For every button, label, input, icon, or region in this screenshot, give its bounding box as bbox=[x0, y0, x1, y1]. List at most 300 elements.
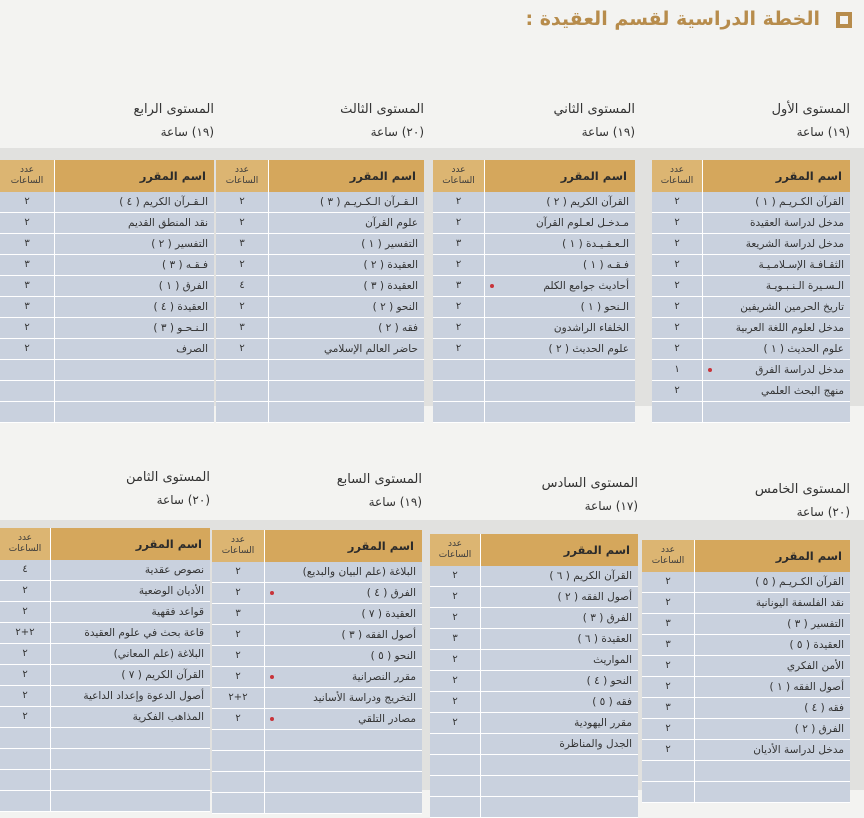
table-row bbox=[0, 318, 214, 339]
table-row bbox=[652, 234, 850, 255]
course-name: العقيدة ( ٦ ) bbox=[577, 633, 632, 645]
table-row bbox=[212, 583, 422, 604]
course-hours: ٣ bbox=[665, 702, 671, 713]
course-hours: ٢ bbox=[22, 606, 28, 617]
table-row bbox=[212, 709, 422, 730]
level-title: المستوى الثالث bbox=[340, 102, 424, 117]
table-row bbox=[0, 770, 210, 791]
level-total-hours: (٢٠) ساعة bbox=[796, 505, 850, 519]
table-row bbox=[0, 297, 214, 318]
course-name: العقيدة ( ٣ ) bbox=[363, 280, 418, 292]
level-2 bbox=[433, 102, 635, 423]
course-hours: ٣ bbox=[24, 259, 30, 270]
header-course-name: اسم المقرر bbox=[563, 543, 630, 557]
table-body bbox=[433, 192, 635, 423]
course-hours: ٢ bbox=[452, 570, 458, 581]
course-hours: ٢ bbox=[665, 681, 671, 692]
level-title: المستوى السابع bbox=[336, 472, 422, 487]
course-name: مدخل لدراسة الأديان bbox=[753, 744, 844, 756]
header-course-name: اسم المقرر bbox=[349, 169, 416, 183]
table-row bbox=[652, 402, 850, 423]
course-name: الـقـرآن الـكـريـم ( ٣ ) bbox=[319, 196, 418, 208]
table-row bbox=[430, 608, 638, 629]
table-row bbox=[433, 192, 635, 213]
course-name: أصول الفقه ( ١ ) bbox=[769, 681, 844, 693]
header-hours-line1: عدد bbox=[451, 165, 466, 175]
table-row bbox=[212, 793, 422, 814]
header-course-name: اسم المقرر bbox=[347, 539, 414, 553]
course-name: مـدخـل لعـلوم القرآن bbox=[536, 217, 629, 229]
course-hours: ٢ bbox=[22, 648, 28, 659]
table-row bbox=[433, 339, 635, 360]
course-hours: ٢ bbox=[24, 343, 30, 354]
table-row bbox=[433, 318, 635, 339]
title-square-icon bbox=[836, 12, 852, 28]
table-body bbox=[212, 562, 422, 814]
table-row bbox=[212, 772, 422, 793]
course-name: الفرق ( ٣ ) bbox=[582, 612, 632, 624]
level-8 bbox=[0, 470, 210, 812]
table-row bbox=[212, 751, 422, 772]
table-row bbox=[642, 761, 850, 782]
table-row bbox=[430, 776, 638, 797]
course-name: التفسير ( ٣ ) bbox=[787, 618, 844, 630]
course-name: التفسير ( ٢ ) bbox=[151, 238, 208, 250]
table-row bbox=[642, 635, 850, 656]
table-row bbox=[652, 297, 850, 318]
course-hours: ٢ bbox=[665, 576, 671, 587]
table-row bbox=[652, 318, 850, 339]
course-hours: ٢+٢ bbox=[15, 627, 35, 638]
table-row bbox=[212, 730, 422, 751]
table-row bbox=[0, 749, 210, 770]
course-name: الـقـرآن الكريم ( ٤ ) bbox=[119, 196, 208, 208]
bullet-dot-icon bbox=[490, 284, 494, 288]
course-name: أصول الدعوة وإعداد الداعية bbox=[83, 690, 204, 702]
course-hours: ٢ bbox=[235, 713, 241, 724]
header-hours bbox=[430, 534, 480, 566]
course-hours: ٢ bbox=[674, 217, 680, 228]
level-4 bbox=[0, 102, 214, 423]
course-name: قواعد فقهية bbox=[151, 606, 204, 618]
courses-table bbox=[216, 160, 424, 423]
course-name: الفرق ( ١ ) bbox=[158, 280, 208, 292]
bullet-dot-icon bbox=[708, 368, 712, 372]
course-hours: ٢ bbox=[24, 322, 30, 333]
course-hours: ٢ bbox=[674, 343, 680, 354]
table-row bbox=[642, 593, 850, 614]
course-name: البلاغة (علم المعاني) bbox=[113, 648, 204, 660]
course-hours: ٢ bbox=[674, 322, 680, 333]
course-name: أصول الفقه ( ٢ ) bbox=[557, 591, 632, 603]
table-row bbox=[652, 192, 850, 213]
table-row bbox=[212, 688, 422, 709]
course-name: مدخل لدراسة الفرق bbox=[755, 364, 844, 376]
course-name: المذاهب الفكرية bbox=[132, 711, 204, 723]
course-name: مصادر التلقي bbox=[358, 713, 416, 725]
course-name: النحو ( ٢ ) bbox=[372, 301, 418, 313]
course-name: نصوص عقدية bbox=[144, 564, 204, 576]
table-row bbox=[642, 719, 850, 740]
table-row bbox=[212, 604, 422, 625]
table-row bbox=[433, 360, 635, 381]
header-hours-line1: عدد bbox=[234, 165, 250, 175]
table-row bbox=[212, 667, 422, 688]
course-hours: ٢ bbox=[452, 675, 458, 686]
course-name: مقرر النصرانية bbox=[352, 671, 416, 683]
course-name: الأديان الوضعية bbox=[138, 585, 204, 597]
table-row bbox=[216, 234, 424, 255]
course-hours: ٢ bbox=[452, 612, 458, 623]
course-hours: ٢ bbox=[22, 585, 28, 596]
course-name: النحو ( ٥ ) bbox=[370, 650, 416, 662]
course-hours: ٢ bbox=[674, 301, 680, 312]
table-row bbox=[652, 339, 850, 360]
bullet-dot-icon bbox=[270, 717, 274, 721]
course-hours: ٣ bbox=[452, 633, 458, 644]
course-name: العقيدة ( ٥ ) bbox=[789, 639, 844, 651]
table-row bbox=[430, 671, 638, 692]
courses-table bbox=[652, 160, 850, 423]
table-row bbox=[0, 707, 210, 728]
table-row bbox=[216, 213, 424, 234]
table-body bbox=[652, 192, 850, 423]
table-row bbox=[216, 192, 424, 213]
table-row bbox=[433, 381, 635, 402]
table-row bbox=[430, 755, 638, 776]
table-row bbox=[0, 623, 210, 644]
header-course-name: اسم المقرر bbox=[135, 537, 202, 551]
table-row bbox=[0, 402, 214, 423]
course-hours: ٣ bbox=[239, 238, 245, 249]
level-total-hours: (٢٠) ساعة bbox=[370, 125, 424, 139]
table-row bbox=[216, 255, 424, 276]
table-row bbox=[430, 650, 638, 671]
courses-table bbox=[0, 160, 214, 423]
page-title: الخطة الدراسية لقسم العقيدة : bbox=[525, 8, 820, 30]
course-name: فقه ( ٤ ) bbox=[804, 702, 844, 714]
table-row bbox=[216, 297, 424, 318]
course-name: حاضر العالم الإسلامي bbox=[324, 343, 418, 355]
course-hours: ٣ bbox=[665, 639, 671, 650]
table-row bbox=[212, 646, 422, 667]
course-name: الـنحو ( ١ ) bbox=[580, 301, 629, 313]
course-name: القرآن الكـريـم ( ٥ ) bbox=[755, 576, 844, 588]
course-hours: ٢ bbox=[22, 690, 28, 701]
table-row bbox=[430, 692, 638, 713]
header-course-name: اسم المقرر bbox=[775, 169, 842, 183]
level-total-hours: (١٩) ساعة bbox=[581, 125, 635, 139]
header-hours-line2: الساعات bbox=[660, 176, 694, 186]
table-row bbox=[216, 339, 424, 360]
course-hours: ٢ bbox=[24, 196, 30, 207]
courses-table bbox=[0, 528, 210, 812]
table-body bbox=[642, 572, 850, 803]
course-hours: ٢ bbox=[24, 217, 30, 228]
table-row bbox=[433, 255, 635, 276]
header-hours bbox=[212, 530, 264, 562]
course-name: المواريث bbox=[593, 654, 632, 666]
table-row bbox=[0, 791, 210, 812]
header-hours bbox=[216, 160, 268, 192]
table-row bbox=[642, 677, 850, 698]
table-row bbox=[642, 698, 850, 719]
course-name: أصول الفقه ( ٣ ) bbox=[341, 629, 416, 641]
level-title: المستوى الثامن bbox=[126, 470, 210, 485]
bullet-dot-icon bbox=[270, 675, 274, 679]
course-hours: ٢ bbox=[235, 671, 241, 682]
course-hours: ٣ bbox=[24, 280, 30, 291]
course-name: الصرف bbox=[176, 343, 208, 355]
level-total-hours: (١٩) ساعة bbox=[796, 125, 850, 139]
course-hours: ٢ bbox=[665, 744, 671, 755]
course-name: فـقـه ( ١ ) bbox=[583, 259, 629, 271]
bullet-dot-icon bbox=[270, 591, 274, 595]
level-6 bbox=[430, 476, 638, 818]
table-body bbox=[216, 192, 424, 423]
table-header bbox=[642, 540, 850, 572]
table-row bbox=[216, 360, 424, 381]
table-row bbox=[430, 566, 638, 587]
course-hours: ٢ bbox=[239, 343, 245, 354]
table-row bbox=[216, 318, 424, 339]
level-7 bbox=[212, 472, 422, 814]
header-hours-line2: الساعات bbox=[225, 176, 259, 186]
course-hours: ٣ bbox=[24, 238, 30, 249]
course-name: نقد الفلسفة اليونانية bbox=[755, 597, 844, 609]
level-title: المستوى الأول bbox=[771, 102, 850, 117]
level-1 bbox=[652, 102, 850, 423]
course-hours: ٢ bbox=[239, 259, 245, 270]
table-row bbox=[430, 713, 638, 734]
table-row bbox=[642, 656, 850, 677]
level-title: المستوى الثاني bbox=[553, 102, 635, 117]
table-row bbox=[642, 782, 850, 803]
table-row bbox=[216, 276, 424, 297]
courses-table bbox=[212, 530, 422, 814]
table-row bbox=[642, 740, 850, 761]
table-row bbox=[433, 402, 635, 423]
table-row bbox=[0, 602, 210, 623]
course-hours bbox=[430, 734, 480, 754]
header-hours-line1: عدد bbox=[230, 535, 246, 545]
course-hours: ٢ bbox=[665, 723, 671, 734]
table-row bbox=[652, 276, 850, 297]
table-row bbox=[433, 297, 635, 318]
table-row bbox=[430, 734, 638, 755]
level-title: المستوى الخامس bbox=[754, 482, 850, 497]
level-title: المستوى السادس bbox=[541, 476, 638, 491]
table-row bbox=[433, 276, 635, 297]
course-hours: ٢ bbox=[235, 650, 241, 661]
course-hours: ٣ bbox=[24, 301, 30, 312]
course-hours: ١ bbox=[674, 364, 680, 375]
header-hours-line1: عدد bbox=[19, 165, 35, 175]
course-hours: ٢ bbox=[455, 196, 462, 207]
table-row bbox=[430, 797, 638, 818]
table-row bbox=[0, 234, 214, 255]
course-hours: ٢ bbox=[455, 259, 462, 270]
course-hours: ٣ bbox=[239, 322, 245, 333]
table-row bbox=[430, 629, 638, 650]
courses-table bbox=[433, 160, 635, 423]
course-name: فقه ( ٢ ) bbox=[378, 322, 418, 334]
header-hours bbox=[652, 160, 702, 192]
header-hours-line2: الساعات bbox=[651, 556, 685, 566]
course-name: العقيدة ( ٧ ) bbox=[361, 608, 416, 620]
course-name: البلاغة (علم البيان والبديع) bbox=[302, 566, 416, 578]
table-header bbox=[433, 160, 635, 192]
course-hours: ٣ bbox=[455, 280, 462, 291]
course-hours: ٢ bbox=[674, 238, 680, 249]
table-row bbox=[212, 625, 422, 646]
course-name: قاعة بحث في علوم العقيدة bbox=[84, 627, 204, 639]
header-hours-line1: عدد bbox=[669, 165, 685, 175]
course-name: مدخل لدراسة العقيدة bbox=[749, 217, 844, 229]
header-hours bbox=[433, 160, 484, 192]
course-hours: ٣ bbox=[235, 608, 241, 619]
course-name: القرآن الكريم ( ٦ ) bbox=[549, 570, 632, 582]
level-5 bbox=[642, 482, 850, 803]
course-name: الـنـحـو ( ٣ ) bbox=[153, 322, 208, 334]
course-name: علوم القرآن bbox=[365, 217, 418, 229]
course-name: الفرق ( ٢ ) bbox=[794, 723, 844, 735]
course-hours: ٣ bbox=[455, 238, 462, 249]
level-3 bbox=[216, 102, 424, 423]
level-total-hours: (١٩) ساعة bbox=[368, 495, 422, 509]
course-name: القرآن الكريم ( ٧ ) bbox=[121, 669, 204, 681]
table-row bbox=[652, 360, 850, 381]
course-hours: ٤ bbox=[22, 564, 28, 575]
table-body bbox=[0, 560, 210, 812]
course-name: مقرر اليهودية bbox=[574, 717, 632, 729]
course-name: الـسـيرة الـنـبـويـة bbox=[765, 280, 844, 292]
table-row bbox=[433, 234, 635, 255]
course-name: العقيدة ( ٤ ) bbox=[153, 301, 208, 313]
table-row bbox=[0, 381, 214, 402]
course-hours: ٢ bbox=[455, 343, 462, 354]
course-name: الجدل والمناظرة bbox=[559, 738, 632, 750]
course-name: أحاديث جوامع الكلم bbox=[543, 280, 629, 292]
course-hours: ٢ bbox=[22, 669, 28, 680]
course-name: العقيدة ( ٢ ) bbox=[363, 259, 418, 271]
header-hours-line2: الساعات bbox=[442, 176, 475, 186]
course-hours: ٢ bbox=[239, 196, 245, 207]
table-row bbox=[652, 255, 850, 276]
header-course-name: اسم المقرر bbox=[775, 549, 842, 563]
courses-table bbox=[642, 540, 850, 803]
table-row bbox=[0, 665, 210, 686]
course-hours: ٤ bbox=[239, 280, 245, 291]
table-header bbox=[0, 528, 210, 560]
course-hours: ٢ bbox=[674, 196, 680, 207]
table-row bbox=[652, 213, 850, 234]
course-hours: ٢ bbox=[452, 696, 458, 707]
header-hours bbox=[0, 528, 50, 560]
header-hours-line2: الساعات bbox=[221, 546, 255, 556]
course-hours: ٢ bbox=[22, 711, 28, 722]
table-body bbox=[430, 566, 638, 818]
course-name: نقد المنطق القديم bbox=[128, 217, 208, 229]
course-name: الـعـقـيـدة ( ١ ) bbox=[562, 238, 629, 250]
course-hours: ٢ bbox=[665, 597, 671, 608]
course-hours: ٢ bbox=[455, 322, 462, 333]
table-row bbox=[652, 381, 850, 402]
course-name: القرآن الكريم ( ٢ ) bbox=[546, 196, 629, 208]
table-body bbox=[0, 192, 214, 423]
course-hours: ٢ bbox=[452, 591, 458, 602]
course-name: الخلفاء الراشدون bbox=[553, 322, 629, 334]
level-total-hours: (١٧) ساعة bbox=[584, 499, 638, 513]
course-hours: ٢ bbox=[235, 629, 241, 640]
header-hours-line1: عدد bbox=[17, 533, 33, 543]
course-name: الأمن الفكري bbox=[786, 660, 844, 672]
course-hours: ٢ bbox=[239, 301, 245, 312]
course-hours: ٣ bbox=[665, 618, 671, 629]
header-course-name: اسم المقرر bbox=[560, 169, 627, 183]
course-hours: ٢ bbox=[235, 587, 241, 598]
level-total-hours: (٢٠) ساعة bbox=[156, 493, 210, 507]
table-row bbox=[642, 614, 850, 635]
course-name: مدخل لدراسة الشريعة bbox=[745, 238, 844, 250]
header-hours-line2: الساعات bbox=[10, 176, 44, 186]
table-header bbox=[216, 160, 424, 192]
course-hours: ٢ bbox=[674, 280, 680, 291]
header-hours-line2: الساعات bbox=[438, 550, 472, 560]
table-row bbox=[0, 728, 210, 749]
course-name: علوم الحديث ( ١ ) bbox=[763, 343, 844, 355]
table-header bbox=[0, 160, 214, 192]
table-row bbox=[0, 560, 210, 581]
table-row bbox=[212, 562, 422, 583]
courses-table bbox=[430, 534, 638, 818]
table-header bbox=[652, 160, 850, 192]
course-name: منهج البحث العلمي bbox=[761, 385, 844, 397]
table-row bbox=[216, 381, 424, 402]
course-name: الثقـافـة الإسـلامـيـة bbox=[758, 259, 844, 271]
table-header bbox=[430, 534, 638, 566]
table-header bbox=[212, 530, 422, 562]
header-hours bbox=[0, 160, 54, 192]
course-hours: ٢ bbox=[452, 654, 458, 665]
header-hours-line1: عدد bbox=[447, 539, 463, 549]
course-hours: ٢ bbox=[455, 217, 462, 228]
table-row bbox=[0, 339, 214, 360]
course-name: النحو ( ٤ ) bbox=[586, 675, 632, 687]
course-name: علوم الحديث ( ٢ ) bbox=[548, 343, 629, 355]
course-name: التخريج ودراسة الأسانيد bbox=[313, 692, 416, 704]
course-hours: ٢ bbox=[455, 301, 462, 312]
header-course-name: اسم المقرر bbox=[139, 169, 206, 183]
course-hours: ٢ bbox=[674, 259, 680, 270]
table-row bbox=[216, 402, 424, 423]
course-hours: ٢+٢ bbox=[228, 692, 248, 703]
table-row bbox=[0, 213, 214, 234]
header-hours-line1: عدد bbox=[660, 545, 676, 555]
course-hours: ٢ bbox=[674, 385, 680, 396]
table-row bbox=[642, 572, 850, 593]
level-title: المستوى الرابع bbox=[133, 102, 214, 117]
course-hours: ٢ bbox=[452, 717, 458, 728]
course-name: فـقـه ( ٣ ) bbox=[162, 259, 208, 271]
table-row bbox=[0, 686, 210, 707]
table-row bbox=[0, 276, 214, 297]
course-name: التفسير ( ١ ) bbox=[361, 238, 418, 250]
course-hours: ٢ bbox=[235, 566, 241, 577]
table-row bbox=[0, 581, 210, 602]
course-name: الفرق ( ٤ ) bbox=[366, 587, 416, 599]
course-hours: ٢ bbox=[665, 660, 671, 671]
